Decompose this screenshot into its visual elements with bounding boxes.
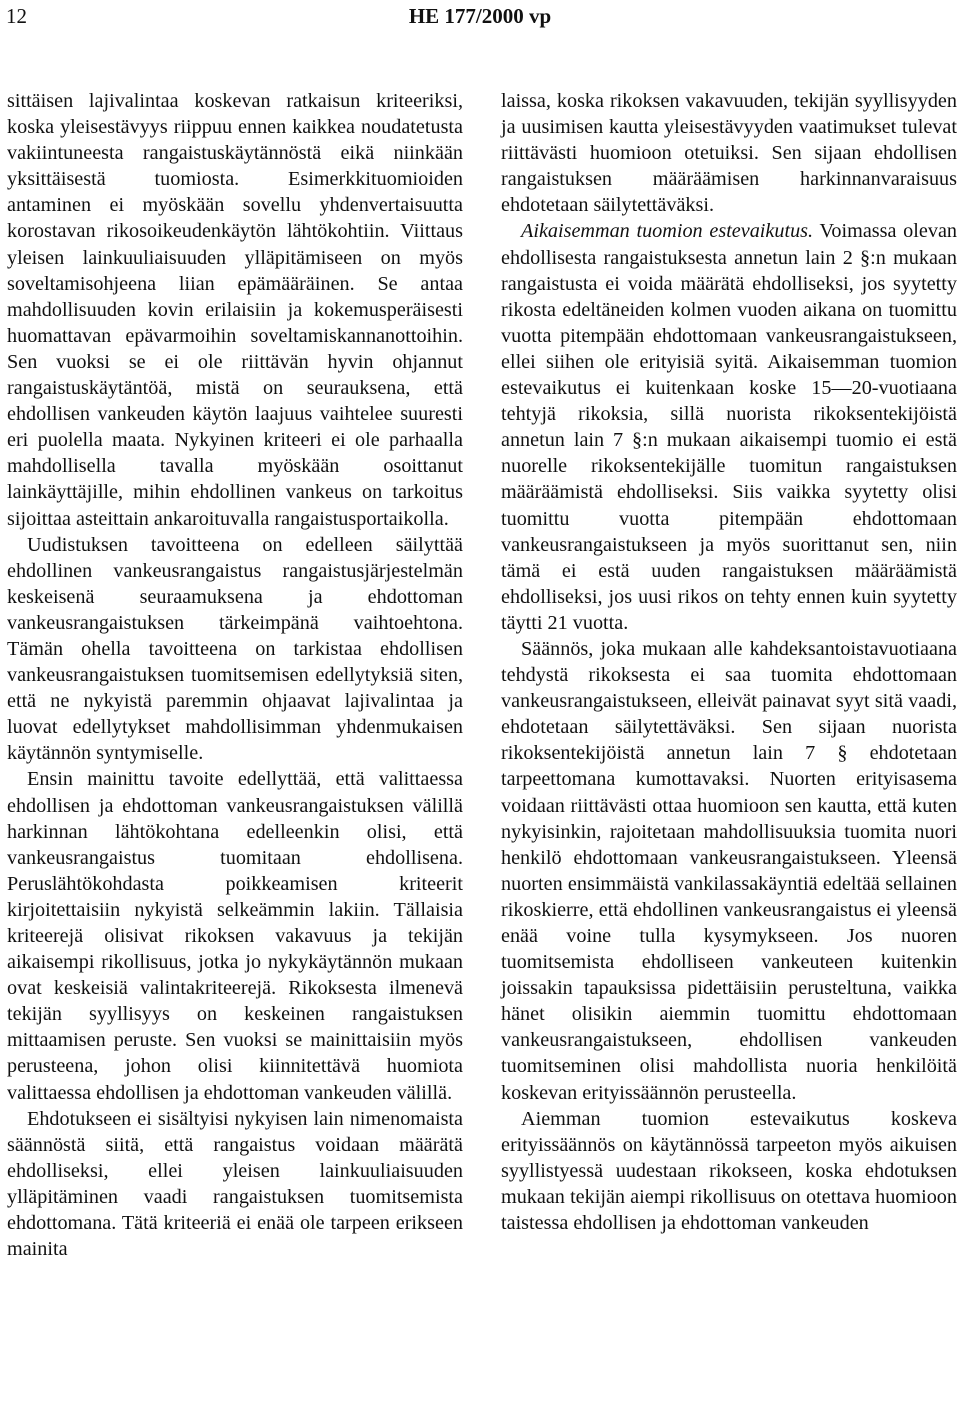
document-id: HE 177/2000 vp	[408, 4, 552, 28]
paragraph: Aiemman tuomion estevaikutus koskeva erityissäännös on käytännössä tarpeeton myös aikuisen syyllistyessä uudestaan rikokseen, koska ehdotuksen mukaan tekijän aiempi rikollisuus on otettava huomioon taistessa ehdollisen ja ehdottoman vankeuden	[501, 1107, 957, 1235]
paragraph: Ehdotukseen ei sisältyisi nykyisen lain nimenomaista säännöstä siitä, että rangaistus voidaan määrätä ehdolliseksi, ellei yleisen lainkuuliaisuuden ylläpitäminen vaadi rangaistuksen tuomitsemista ehdottomana. Tätä kriteeriä ei enää ole tarpeen erikseen mainita	[7, 1107, 463, 1261]
section-heading: Aikaisemman tuomion estevaikutus.	[521, 220, 814, 243]
paragraph: Säännös, joka mukaan alle kahdeksantoistavuotiaana tehdystä rikoksesta ei saa tuomita ehdottomaan vankeusrangaistukseen, elleivät painavat syyt sitä vaadi, ehdotetaan säilytettäväksi. Sen sijaan nuorista rikoksentekijöistä annetun lain 7 § ehdotetaan tarpeettomana kumottavaksi. Nuorten erityisasema voidaan riittävästi ottaa huomioon sen kautta, että kuten nykyisinkin, rajoitetaan mahdollisuuksia tuomita nuori henkilö ehdottomaan vankeusrangaistukseen. Yleensä nuorten ensimmäistä vankilassakäyntiä edeltää sellainen rikoskierre, että ehdollinen vankeusrangaistus ei yleensä enää voine tulla kysymykseen. Jos nuoren tuomitsemista ehdolliseen vankeuteen kuitenkin joissakin tapauksissa pidettäisiin perusteltuna, vaikka hänet olisikin aiemmin tuomittu ehdottomaan vankeusrangaistukseen, ehdollisen vankeuden tuomitseminen olisi mahdollista nuoria henkilöitä koskevan erityissäännön perusteella.	[501, 637, 957, 1104]
paragraph: laissa, koska rikoksen vakavuuden, tekijän syyllisyyden ja uusimisen kautta yleisestävyyden vaatimukset tulevat riittävästi huomioon otetuiksi. Sen sijaan ehdollisen rangaistuksen määräämisen harkinnanvaraisuus ehdotetaan säilytettäväksi.	[501, 90, 957, 217]
page-header	[0, 0, 960, 40]
page-number: 12	[6, 4, 27, 28]
section-body: Voimassa olevan ehdollisesta rangaistuksesta annetun lain 2 §:n mukaan rangaistusta ei voida määrätä ehdolliseksi, jos syytetty rikosta edeltäneiden kolmen vuoden aikana on tuomittu vuotta pitempään ehdottomaan vankeusrangaistukseen, ellei siihen ole erityisiä syitä. Aikaisemman tuomion estevaikutus ei kuitenkaan koske 15—20-vuotiaana tehtyjä rikoksia, sillä nuorista rikoksentekijöistä annetun lain 7 §:n mukaan aikaisempi tuomio ei estä nuorelle rikoksentekijälle tuomitun rangaistuksen määräämistä ehdolliseksi. Siis vaikka syytetty olisi tuomittu vuotta pitempään ehdottomaan vankeusrangaistukseen ja myös suorittanut sen, niin tämä ei estä uuden rangaistuksen määräämistä ehdolliseksi, jos uusi rikos on tehty ennen kuin syytetty täytti 21 vuotta.	[501, 220, 957, 634]
paragraph: Uudistuksen tavoitteena on edelleen säilyttää ehdollinen vankeusrangaistus rangaistusjärjestelmän keskeisenä seuraamuksena ja ehdottoman vankeusrangaistuksen tärkeimpänä vaihtoehtona. Tämän ohella tavoitteena on tarkistaa ehdollisen vankeusrangaistuksen tuomitsemisen edellytyksiä siten, että ne nykyistä paremmin ohjaavat lajivalintaa ja luovat edellytykset mahdollisimman yhdenmukaisen käytännön syntymiselle.	[7, 533, 463, 765]
paragraph: sittäisen lajivalintaa koskevan ratkaisun kriteeriksi, koska yleisestävyys riippuu ennen kaikkea noudatetusta vakiintuneesta rangaistuskäytännöstä eikä niinkään yksittäisestä tuomiosta. Esimerkkituomioiden antaminen ei myöskään sovellu yhdenvertaisuutta korostavan rikosoikeudenkäytön lähtökohtiin. Viittaus yleisen lainkuuliaisuuden ylläpitämiseen on myös soveltamisohjeena liian epämääräinen. Se antaa mahdollisuuden kovin erilaisiin ja kokemusperäisesti huomattavan epävarmoihin soveltamiskannanottoihin. Sen vuoksi se ei ole riittävän hyvin ohjannut rangaistuskäytäntöä, mistä on seurauksena, että ehdollisen vankeuden käytön laajuus vaihtelee suuresti eri puolella maata. Nykyinen kriteeri ei ole parhaalla mahdollisella tavalla myöskään osoittanut lainkäyttäjille, mihin ehdollinen vankeus on tarkoitus sijoittaa asteittain ankaroituvalla rangaistusportaikolla.	[7, 90, 463, 530]
paragraph: Ensin mainittu tavoite edellyttää, että valittaessa ehdollisen ja ehdottoman vankeusrangaistuksen välillä harkinnan lähtökohtana edelleenkin olisi, että vankeusrangaistus tuomitaan ehdollisena. Peruslähtökohdasta poikkeamisen kriteerit kirjoitettaisiin nykyistä selkeämmin lakiin. Tällaisia kriteerejä olisivat rikoksen vakavuus ja tekijän aikaisempi rikollisuus, jotka jo nykykäytännön mukaan ovat keskeisiä valintakriteerejä. Rikoksesta ilmenevä tekijän syyllisyys on keskeinen rangaistuksen mittaamisen peruste. Sen vuoksi se mainittaisiin myös perusteena, johon olisi kiinnitettävä huomiota valittaessa ehdollisen ja ehdottoman vankeuden välillä.	[7, 768, 463, 1104]
section-paragraph	[501, 218, 957, 636]
right-column	[501, 88, 957, 1236]
left-column	[7, 88, 463, 1262]
